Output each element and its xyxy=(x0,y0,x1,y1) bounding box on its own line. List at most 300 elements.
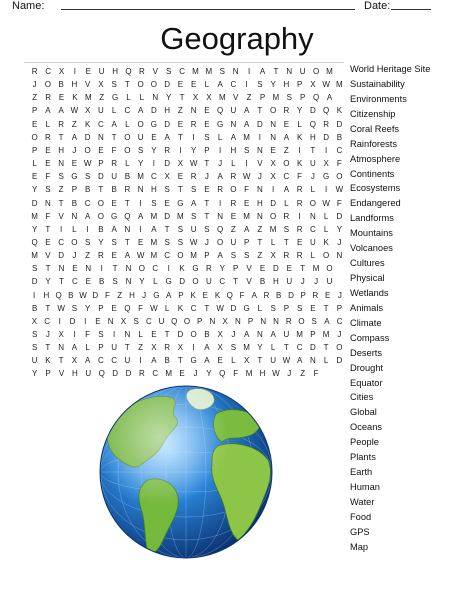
date-input-line[interactable] xyxy=(391,9,431,10)
grid-letter[interactable]: A xyxy=(270,330,276,339)
grid-letter[interactable]: I xyxy=(272,185,275,195)
grid-letter[interactable]: U xyxy=(230,237,237,247)
grid-letter[interactable]: P xyxy=(98,303,104,313)
grid-letter[interactable]: N xyxy=(256,145,263,155)
grid-letter[interactable]: D xyxy=(125,369,132,379)
grid-letter[interactable]: S xyxy=(257,80,263,90)
grid-letter[interactable]: A xyxy=(190,198,197,208)
grid-letter[interactable]: A xyxy=(283,185,290,195)
grid-letter[interactable]: X xyxy=(120,316,127,326)
grid-letter[interactable]: S xyxy=(204,132,210,142)
grid-letter[interactable]: U xyxy=(190,224,197,234)
grid-letter[interactable]: I xyxy=(192,343,195,353)
grid-letter[interactable]: J xyxy=(231,330,236,339)
grid-letter[interactable]: S xyxy=(151,198,157,208)
grid-letter[interactable]: W xyxy=(242,172,251,182)
grid-letter[interactable]: E xyxy=(111,198,117,208)
grid-letter[interactable]: A xyxy=(243,106,250,116)
grid-letter[interactable]: V xyxy=(58,211,64,221)
grid-letter[interactable]: R xyxy=(97,251,104,261)
grid-letter[interactable]: W xyxy=(335,185,344,195)
grid-letter[interactable]: S xyxy=(111,80,117,90)
grid-letter[interactable]: G xyxy=(190,356,197,366)
grid-letter[interactable]: J xyxy=(204,237,209,247)
grid-letter[interactable]: E xyxy=(243,198,250,208)
grid-letter[interactable]: A xyxy=(58,106,64,116)
grid-letter[interactable]: Q xyxy=(55,290,62,300)
grid-letter[interactable]: U xyxy=(98,67,105,76)
grid-letter[interactable]: L xyxy=(270,237,276,247)
grid-letter[interactable]: F xyxy=(233,369,239,379)
grid-letter[interactable]: P xyxy=(197,316,203,326)
grid-letter[interactable]: A xyxy=(204,343,210,353)
grid-letter[interactable]: T xyxy=(177,185,183,195)
grid-letter[interactable]: N xyxy=(58,264,65,274)
grid-letter[interactable]: R xyxy=(31,67,38,76)
grid-letter[interactable]: C xyxy=(230,80,237,90)
grid-letter[interactable]: F xyxy=(111,145,117,155)
grid-letter[interactable]: T xyxy=(177,132,183,142)
grid-letter[interactable]: U xyxy=(299,67,306,76)
grid-letter[interactable]: S xyxy=(166,67,172,76)
grid-letter[interactable]: L xyxy=(45,119,51,129)
grid-letter[interactable]: G xyxy=(111,93,119,103)
grid-letter[interactable]: F xyxy=(138,303,144,313)
grid-letter[interactable]: H xyxy=(71,369,78,379)
grid-letter[interactable]: R xyxy=(285,316,292,326)
grid-letter[interactable]: O xyxy=(138,264,145,274)
grid-letter[interactable]: N xyxy=(107,316,114,326)
grid-letter[interactable]: R xyxy=(111,159,118,169)
grid-letter[interactable]: H xyxy=(129,290,135,300)
grid-letter[interactable]: C xyxy=(45,67,51,76)
grid-letter[interactable]: P xyxy=(31,106,38,116)
grid-letter[interactable]: K xyxy=(296,159,303,169)
grid-letter[interactable]: T xyxy=(179,93,185,103)
grid-letter[interactable]: A xyxy=(283,132,290,142)
grid-letter[interactable]: D xyxy=(31,277,38,287)
grid-letter[interactable]: P xyxy=(45,369,51,379)
grid-letter[interactable]: E xyxy=(286,264,292,274)
grid-letter[interactable]: E xyxy=(151,330,157,339)
grid-letter[interactable]: H xyxy=(43,290,50,300)
grid-letter[interactable]: B xyxy=(336,132,343,142)
grid-letter[interactable]: G xyxy=(150,119,157,129)
grid-letter[interactable]: R xyxy=(230,172,237,182)
grid-letter[interactable]: W xyxy=(189,237,198,247)
grid-letter[interactable]: A xyxy=(137,211,144,221)
grid-letter[interactable]: O xyxy=(124,132,131,142)
grid-letter[interactable]: O xyxy=(84,145,91,155)
grid-letter[interactable]: A xyxy=(111,224,117,234)
grid-letter[interactable]: N xyxy=(309,356,316,366)
grid-letter[interactable]: E xyxy=(31,119,38,129)
grid-letter[interactable]: X xyxy=(71,356,78,366)
grid-letter[interactable]: O xyxy=(31,132,38,142)
grid-letter[interactable]: O xyxy=(44,80,51,90)
grid-letter[interactable]: Q xyxy=(124,303,131,313)
grid-letter[interactable]: I xyxy=(73,330,76,339)
grid-letter[interactable]: M xyxy=(269,224,277,234)
grid-letter[interactable]: N xyxy=(256,330,263,339)
grid-letter[interactable]: R xyxy=(283,251,290,261)
grid-letter[interactable]: P xyxy=(178,290,184,300)
grid-letter[interactable]: J xyxy=(337,237,342,247)
grid-letter[interactable]: E xyxy=(85,67,91,76)
grid-letter[interactable]: T xyxy=(45,224,51,234)
grid-letter[interactable]: E xyxy=(217,356,223,366)
grid-letter[interactable]: W xyxy=(57,303,65,313)
grid-letter[interactable]: Y xyxy=(151,145,157,155)
grid-letter[interactable]: A xyxy=(251,290,257,300)
grid-letter[interactable]: B xyxy=(99,277,105,287)
grid-letter[interactable]: Y xyxy=(206,369,212,379)
grid-letter[interactable]: U xyxy=(286,277,293,287)
grid-letter[interactable]: J xyxy=(45,330,50,339)
grid-letter[interactable]: X xyxy=(270,251,276,261)
grid-letter[interactable]: L xyxy=(323,224,329,234)
grid-letter[interactable]: T xyxy=(204,198,210,208)
grid-letter[interactable]: D xyxy=(336,211,343,221)
grid-letter[interactable]: K xyxy=(179,264,185,274)
grid-letter[interactable]: B xyxy=(31,303,38,313)
grid-letter[interactable]: F xyxy=(239,290,245,300)
grid-letter[interactable]: D xyxy=(164,159,171,169)
grid-letter[interactable]: C xyxy=(124,106,131,116)
grid-letter[interactable]: T xyxy=(204,159,210,169)
grid-letter[interactable]: O xyxy=(150,80,157,90)
grid-letter[interactable]: T xyxy=(58,356,64,366)
grid-letter[interactable]: L xyxy=(257,303,263,313)
grid-letter[interactable]: H xyxy=(71,80,78,90)
grid-letter[interactable]: U xyxy=(158,316,165,326)
grid-letter[interactable]: X xyxy=(192,93,199,103)
grid-letter[interactable]: C xyxy=(283,172,290,182)
grid-letter[interactable]: U xyxy=(270,356,277,366)
grid-letter[interactable]: N xyxy=(71,211,78,221)
grid-letter[interactable]: X xyxy=(310,80,316,90)
grid-letter[interactable]: H xyxy=(259,369,266,379)
grid-letter[interactable]: I xyxy=(192,132,195,142)
grid-letter[interactable]: S xyxy=(71,303,78,313)
grid-letter[interactable]: Z xyxy=(230,224,236,234)
grid-letter[interactable]: S xyxy=(204,224,210,234)
grid-letter[interactable]: B xyxy=(98,224,104,234)
grid-letter[interactable]: E xyxy=(45,159,51,169)
grid-letter[interactable]: V xyxy=(84,80,91,90)
grid-letter[interactable]: M xyxy=(245,369,253,379)
grid-letter[interactable]: W xyxy=(70,106,79,116)
grid-letter[interactable]: R xyxy=(312,290,319,300)
grid-letter[interactable]: W xyxy=(136,251,145,261)
grid-letter[interactable]: A xyxy=(151,224,157,234)
grid-letter[interactable]: M xyxy=(243,132,250,142)
grid-letter[interactable]: O xyxy=(336,343,343,353)
grid-letter[interactable]: M xyxy=(243,343,250,353)
grid-letter[interactable]: X xyxy=(177,343,184,353)
grid-letter[interactable]: N xyxy=(256,185,263,195)
grid-letter[interactable]: B xyxy=(204,330,210,339)
grid-letter[interactable]: P xyxy=(310,330,316,339)
grid-letter[interactable]: O xyxy=(217,237,224,247)
grid-letter[interactable]: Y xyxy=(84,303,91,313)
grid-letter[interactable]: C xyxy=(58,237,65,247)
grid-letter[interactable]: N xyxy=(209,316,216,326)
grid-letter[interactable]: Q xyxy=(226,290,233,300)
grid-letter[interactable]: T xyxy=(283,343,289,353)
grid-letter[interactable]: I xyxy=(58,316,61,326)
grid-letter[interactable]: W xyxy=(189,159,198,169)
grid-letter[interactable]: Z xyxy=(32,93,38,103)
grid-letter[interactable]: M xyxy=(312,264,320,274)
grid-letter[interactable]: K xyxy=(296,132,303,142)
grid-letter[interactable]: O xyxy=(270,106,277,116)
grid-letter[interactable]: N xyxy=(190,106,197,116)
grid-letter[interactable]: X xyxy=(243,356,250,366)
grid-letter[interactable]: O xyxy=(323,251,330,261)
grid-letter[interactable]: S xyxy=(286,93,292,103)
grid-letter[interactable]: S xyxy=(164,185,170,195)
grid-letter[interactable]: G xyxy=(323,172,330,182)
grid-letter[interactable]: M xyxy=(84,93,92,103)
grid-letter[interactable]: M xyxy=(165,369,173,379)
grid-letter[interactable]: H xyxy=(150,185,157,195)
grid-letter[interactable]: N xyxy=(124,224,131,234)
grid-letter[interactable]: W xyxy=(272,369,280,379)
grid-letter[interactable]: L xyxy=(153,277,158,287)
grid-letter[interactable]: J xyxy=(204,172,209,182)
grid-letter[interactable]: T xyxy=(112,264,118,274)
grid-letter[interactable]: W xyxy=(282,356,291,366)
grid-letter[interactable]: A xyxy=(45,106,51,116)
grid-letter[interactable]: Y xyxy=(270,80,276,90)
grid-letter[interactable]: P xyxy=(300,290,306,300)
grid-letter[interactable]: O xyxy=(298,316,305,326)
grid-letter[interactable]: F xyxy=(313,369,319,379)
grid-letter[interactable]: U xyxy=(97,106,104,116)
grid-letter[interactable]: B xyxy=(124,172,131,182)
grid-letter[interactable]: M xyxy=(150,237,158,247)
grid-letter[interactable]: R xyxy=(283,106,290,116)
grid-letter[interactable]: B xyxy=(259,277,266,287)
grid-letter[interactable]: L xyxy=(297,119,302,129)
grid-letter[interactable]: N xyxy=(58,159,65,169)
grid-letter[interactable]: A xyxy=(243,224,250,234)
grid-letter[interactable]: E xyxy=(190,80,197,90)
grid-letter[interactable]: D xyxy=(69,316,76,326)
grid-letter[interactable]: O xyxy=(190,330,197,339)
grid-letter[interactable]: O xyxy=(270,211,277,221)
grid-letter[interactable]: A xyxy=(84,211,91,221)
grid-letter[interactable]: I xyxy=(100,264,103,274)
grid-letter[interactable]: Q xyxy=(124,211,131,221)
grid-letter[interactable]: X xyxy=(270,172,276,182)
grid-letter[interactable]: J xyxy=(193,369,198,379)
grid-letter[interactable]: M xyxy=(205,67,213,76)
grid-letter[interactable]: S xyxy=(219,67,225,76)
grid-letter[interactable]: E xyxy=(259,264,266,274)
grid-letter[interactable]: X xyxy=(177,159,184,169)
grid-letter[interactable]: X xyxy=(151,343,157,353)
grid-letter[interactable]: T xyxy=(98,185,104,195)
grid-letter[interactable]: S xyxy=(230,343,237,353)
grid-letter[interactable]: A xyxy=(243,330,250,339)
grid-letter[interactable]: E xyxy=(179,369,185,379)
grid-letter[interactable]: C xyxy=(296,343,303,353)
grid-letter[interactable]: D xyxy=(256,119,263,129)
grid-letter[interactable]: R xyxy=(230,198,237,208)
grid-letter[interactable]: X xyxy=(58,330,64,339)
grid-letter[interactable]: L xyxy=(32,159,37,169)
grid-letter[interactable]: E xyxy=(177,119,184,129)
grid-letter[interactable]: Y xyxy=(166,93,172,103)
grid-letter[interactable]: G xyxy=(192,264,199,274)
grid-letter[interactable]: I xyxy=(84,316,87,326)
grid-letter[interactable]: F xyxy=(45,172,51,182)
grid-letter[interactable]: Z xyxy=(58,185,64,195)
grid-letter[interactable]: M xyxy=(326,67,333,76)
grid-letter[interactable]: A xyxy=(217,251,223,261)
grid-letter[interactable]: D xyxy=(336,119,343,129)
grid-letter[interactable]: D xyxy=(112,369,118,379)
grid-letter[interactable]: V xyxy=(233,93,239,103)
grid-letter[interactable]: S xyxy=(84,237,91,247)
grid-letter[interactable]: J xyxy=(72,251,77,261)
grid-letter[interactable]: S xyxy=(137,145,144,155)
grid-letter[interactable]: U xyxy=(111,343,118,353)
grid-letter[interactable]: P xyxy=(259,93,266,103)
grid-letter[interactable]: P xyxy=(283,303,290,313)
grid-letter[interactable]: S xyxy=(283,224,290,234)
grid-letter[interactable]: A xyxy=(217,172,223,182)
grid-letter[interactable]: U xyxy=(309,159,316,169)
grid-letter[interactable]: E xyxy=(204,185,210,195)
grid-letter[interactable]: F xyxy=(297,172,303,182)
grid-letter[interactable]: W xyxy=(216,303,224,313)
grid-letter[interactable]: R xyxy=(283,211,290,221)
grid-letter[interactable]: T xyxy=(323,343,329,353)
grid-letter[interactable]: S xyxy=(243,251,250,261)
grid-letter[interactable]: T xyxy=(111,132,117,142)
grid-letter[interactable]: X xyxy=(206,93,212,103)
grid-letter[interactable]: C xyxy=(190,303,197,313)
grid-letter[interactable]: E xyxy=(95,316,101,326)
grid-letter[interactable]: U xyxy=(124,356,131,366)
grid-letter[interactable]: F xyxy=(45,211,51,221)
grid-letter[interactable]: N xyxy=(270,119,277,129)
grid-letter[interactable]: U xyxy=(309,237,316,247)
grid-letter[interactable]: T xyxy=(124,237,130,247)
grid-letter[interactable]: H xyxy=(230,145,237,155)
grid-letter[interactable]: M xyxy=(190,251,197,261)
grid-letter[interactable]: C xyxy=(84,198,91,208)
grid-letter[interactable]: Y xyxy=(139,277,145,287)
grid-letter[interactable]: S xyxy=(243,145,250,155)
grid-letter[interactable]: S xyxy=(133,316,139,326)
grid-letter[interactable]: D xyxy=(309,343,316,353)
grid-letter[interactable]: C xyxy=(219,277,226,287)
grid-letter[interactable]: K xyxy=(323,237,329,247)
grid-letter[interactable]: Q xyxy=(217,224,224,234)
grid-letter[interactable]: G xyxy=(71,172,78,182)
grid-letter[interactable]: Z xyxy=(138,343,144,353)
grid-letter[interactable]: O xyxy=(137,80,144,90)
grid-letter[interactable]: I xyxy=(219,145,222,155)
grid-letter[interactable]: S xyxy=(32,264,38,274)
grid-letter[interactable]: F xyxy=(105,290,110,300)
grid-letter[interactable]: T xyxy=(257,237,263,247)
grid-letter[interactable]: B xyxy=(68,290,74,300)
grid-letter[interactable]: F xyxy=(244,185,250,195)
grid-letter[interactable]: M xyxy=(296,330,303,339)
grid-letter[interactable]: J xyxy=(72,145,77,155)
grid-letter[interactable]: N xyxy=(97,132,104,142)
grid-letter[interactable]: O xyxy=(192,277,199,287)
grid-letter[interactable]: P xyxy=(296,80,303,90)
grid-letter[interactable]: X xyxy=(323,159,329,169)
grid-letter[interactable]: X xyxy=(58,67,65,76)
grid-letter[interactable]: A xyxy=(71,132,78,142)
grid-letter[interactable]: L xyxy=(125,159,130,169)
grid-letter[interactable]: R xyxy=(217,185,224,195)
grid-letter[interactable]: R xyxy=(138,67,145,76)
grid-letter[interactable]: O xyxy=(309,198,316,208)
grid-letter[interactable]: S xyxy=(112,277,118,287)
grid-letter[interactable]: B xyxy=(58,80,64,90)
grid-letter[interactable]: E xyxy=(151,132,157,142)
grid-letter[interactable]: N xyxy=(124,330,131,339)
grid-letter[interactable]: M xyxy=(336,80,343,90)
grid-letter[interactable]: U xyxy=(326,277,333,287)
grid-letter[interactable]: N xyxy=(125,277,132,287)
grid-letter[interactable]: H xyxy=(164,106,171,116)
grid-letter[interactable]: D xyxy=(309,106,316,116)
grid-letter[interactable]: A xyxy=(259,67,266,76)
grid-letter[interactable]: W xyxy=(150,303,158,313)
grid-letter[interactable]: Z xyxy=(71,119,77,129)
grid-letter[interactable]: E xyxy=(31,172,38,182)
grid-letter[interactable]: D xyxy=(31,198,38,208)
grid-letter[interactable]: S xyxy=(31,343,38,353)
grid-letter[interactable]: Q xyxy=(98,369,105,379)
grid-letter[interactable]: H xyxy=(58,145,65,155)
grid-letter[interactable]: L xyxy=(126,93,131,103)
grid-letter[interactable]: D xyxy=(323,132,330,142)
grid-letter[interactable]: M xyxy=(192,67,199,76)
grid-letter[interactable]: X xyxy=(222,316,228,326)
grid-letter[interactable]: P xyxy=(336,303,343,313)
grid-letter[interactable]: P xyxy=(300,93,306,103)
grid-letter[interactable]: O xyxy=(137,119,144,129)
grid-letter[interactable]: E xyxy=(137,237,144,247)
grid-letter[interactable]: U xyxy=(137,132,144,142)
grid-letter[interactable]: I xyxy=(298,145,301,155)
grid-letter[interactable]: I xyxy=(86,224,89,234)
grid-letter[interactable]: E xyxy=(45,145,51,155)
grid-letter[interactable]: P xyxy=(247,316,254,326)
grid-letter[interactable]: R xyxy=(296,198,303,208)
grid-letter[interactable]: S xyxy=(190,185,197,195)
grid-letter[interactable]: I xyxy=(247,67,251,76)
grid-letter[interactable]: A xyxy=(71,343,78,353)
grid-letter[interactable]: P xyxy=(98,343,104,353)
grid-letter[interactable]: L xyxy=(164,303,170,313)
grid-letter[interactable]: Z xyxy=(283,145,289,155)
grid-letter[interactable]: G xyxy=(243,303,250,313)
grid-letter[interactable]: I xyxy=(60,224,63,234)
grid-letter[interactable]: N xyxy=(273,316,279,326)
name-input-line[interactable] xyxy=(61,9,355,10)
